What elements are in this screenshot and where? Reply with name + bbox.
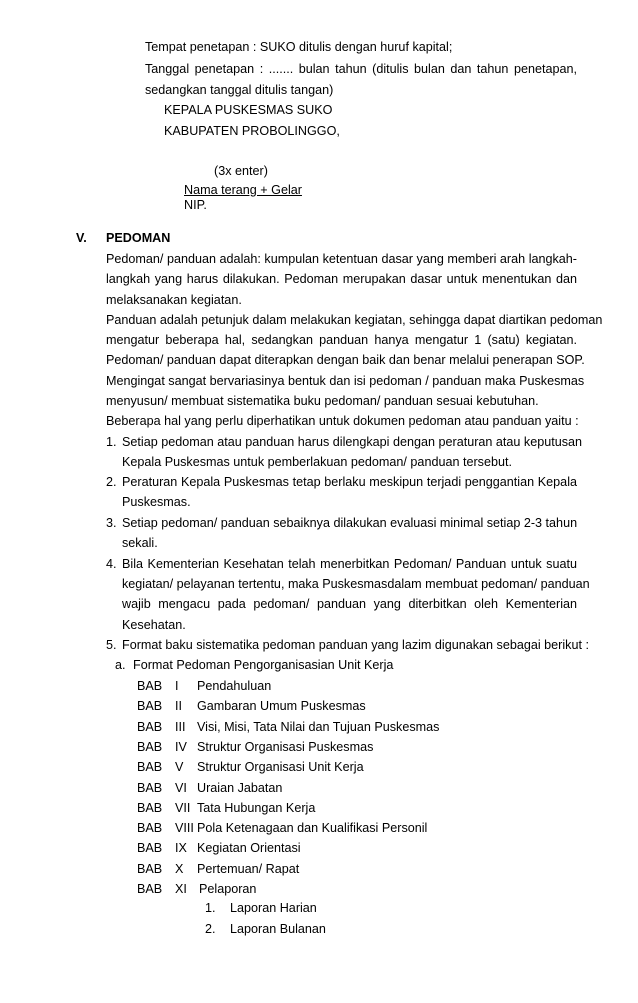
- bab-roman: X: [175, 861, 184, 876]
- enter-note: (3x enter): [214, 164, 268, 178]
- bab-word: BAB: [137, 780, 163, 795]
- bab-word: BAB: [137, 719, 163, 734]
- bab-row: [137, 678, 517, 694]
- bab-word: BAB: [137, 841, 163, 856]
- bab-title: Pelaporan: [199, 882, 257, 896]
- bab-row: [137, 780, 517, 796]
- list-number: 3.: [106, 516, 117, 530]
- bab-row: [137, 861, 517, 877]
- bab-roman: XI: [175, 882, 187, 896]
- bab-word: BAB: [137, 739, 163, 754]
- list-item-line: wajib mengacu pada pedoman/ panduan yang diterbitkan oleh Kementerian: [122, 597, 577, 611]
- laporan-number: 2.: [205, 922, 216, 936]
- list-item-line: kegiatan/ pelayanan tertentu, maka Puskesmasdalam membuat pedoman/ panduan: [122, 577, 590, 591]
- bab-title: Tata Hubungan Kerja: [197, 800, 316, 815]
- bab-roman: IV: [175, 739, 187, 754]
- bab-title: Visi, Misi, Tata Nilai dan Tujuan Puskesmas: [197, 719, 440, 734]
- bab-row: [137, 759, 517, 775]
- list-item-line: Format baku sistematika pedoman panduan yang lazim digunakan sebagai berikut :: [122, 638, 589, 652]
- bab-row: [137, 719, 517, 735]
- bab-roman: III: [175, 719, 186, 734]
- laporan-title: Laporan Harian: [230, 901, 317, 915]
- bab-row: [137, 800, 517, 816]
- bab-row: [137, 739, 517, 755]
- paragraph-line: mengatur beberapa hal, sedangkan panduan hanya mengatur 1 (satu) kegiatan.: [106, 333, 577, 347]
- paragraph-line: langkah yang harus dilakukan. Pedoman merupakan dasar untuk menentukan dan: [106, 272, 577, 286]
- bab-roman: V: [175, 760, 184, 775]
- bab-word: BAB: [137, 760, 163, 775]
- list-number: 2.: [106, 475, 117, 489]
- paragraph-line: Pedoman/ panduan adalah: kumpulan ketentuan dasar yang memberi arah langkah-: [106, 252, 577, 266]
- list-item-line: Setiap pedoman atau panduan harus dilengkapi dengan peraturan atau keputusan: [122, 435, 583, 449]
- section-title: PEDOMAN: [106, 231, 171, 245]
- bab-title: Struktur Organisasi Unit Kerja: [197, 760, 364, 775]
- bab-row: [137, 881, 517, 897]
- list-number: 4.: [106, 557, 117, 571]
- bab-word: BAB: [137, 800, 163, 815]
- bab-roman: II: [175, 699, 182, 714]
- bab-word: BAB: [137, 861, 163, 876]
- tanggal-penetapan-line-2: sedangkan tanggal ditulis tangan): [145, 83, 334, 97]
- tanggal-penetapan-line-1: Tanggal penetapan : ....... bulan tahun (ditulis bulan dan tahun penetapan,: [145, 62, 577, 76]
- nama-terang: Nama terang + Gelar: [184, 183, 302, 197]
- paragraph-line: Panduan adalah petunjuk dalam melakukan kegiatan, sehingga dapat diartikan pedoman: [106, 313, 603, 327]
- bab-row: [137, 820, 517, 836]
- list-number: 1.: [106, 435, 117, 449]
- section-number: V.: [76, 231, 87, 245]
- tempat-penetapan: Tempat penetapan : SUKO ditulis dengan huruf kapital;: [145, 40, 453, 54]
- kepala-puskesmas: KEPALA PUSKESMAS SUKO: [164, 103, 333, 117]
- bab-roman: VI: [175, 780, 187, 795]
- list-item-line: Peraturan Kepala Puskesmas tetap berlaku meskipun terjadi penggantian Kepala: [122, 475, 577, 489]
- bab-title: Pola Ketenagaan dan Kualifikasi Personil: [197, 821, 428, 836]
- paragraph-line: Pedoman/ panduan dapat diterapkan dengan baik dan benar melalui penerapan SOP.: [106, 353, 585, 367]
- bab-title: Uraian Jabatan: [197, 780, 283, 795]
- bab-row: [137, 840, 517, 856]
- paragraph-line: menyusun/ membuat sistematika buku pedoman/ panduan sesuai kebutuhan.: [106, 394, 539, 408]
- laporan-number: 1.: [205, 901, 216, 915]
- bab-word: BAB: [137, 679, 163, 693]
- sub-list-label: a.: [115, 658, 126, 672]
- bab-word: BAB: [137, 882, 163, 896]
- bab-word: BAB: [137, 821, 163, 836]
- bab-row: [137, 698, 517, 714]
- paragraph-line: Mengingat sangat bervariasinya bentuk dan isi pedoman / panduan maka Puskesmas: [106, 374, 585, 388]
- bab-title: Pertemuan/ Rapat: [197, 861, 300, 876]
- bab-title: Kegiatan Orientasi: [197, 841, 301, 856]
- paragraph-line: Beberapa hal yang perlu diperhatikan untuk dokumen pedoman atau panduan yaitu :: [106, 414, 579, 428]
- laporan-title: Laporan Bulanan: [230, 922, 326, 936]
- sub-list-title: Format Pedoman Pengorganisasian Unit Kerja: [133, 658, 394, 672]
- bab-roman: IX: [175, 841, 187, 856]
- kabupaten: KABUPATEN PROBOLINGGO,: [164, 124, 340, 138]
- bab-roman: VIII: [175, 821, 194, 836]
- list-item-line: Kesehatan.: [122, 618, 186, 632]
- bab-word: BAB: [137, 699, 163, 714]
- list-number: 5.: [106, 638, 117, 652]
- nip: NIP.: [184, 198, 207, 212]
- bab-roman: I: [175, 679, 179, 693]
- bab-roman: VII: [175, 800, 191, 815]
- paragraph-line: melaksanakan kegiatan.: [106, 293, 242, 307]
- list-item-line: Setiap pedoman/ panduan sebaiknya dilakukan evaluasi minimal setiap 2-3 tahun: [122, 516, 578, 530]
- list-item-line: Puskesmas.: [122, 495, 191, 509]
- bab-title: Gambaran Umum Puskesmas: [197, 699, 366, 714]
- bab-title: Struktur Organisasi Puskesmas: [197, 739, 374, 754]
- list-item-line: Bila Kementerian Kesehatan telah menerbitkan Pedoman/ Panduan untuk suatu: [122, 557, 577, 571]
- bab-title: Pendahuluan: [197, 679, 272, 693]
- list-item-line: sekali.: [122, 536, 158, 550]
- list-item-line: Kepala Puskesmas untuk pemberlakuan pedoman/ panduan tersebut.: [122, 455, 512, 469]
